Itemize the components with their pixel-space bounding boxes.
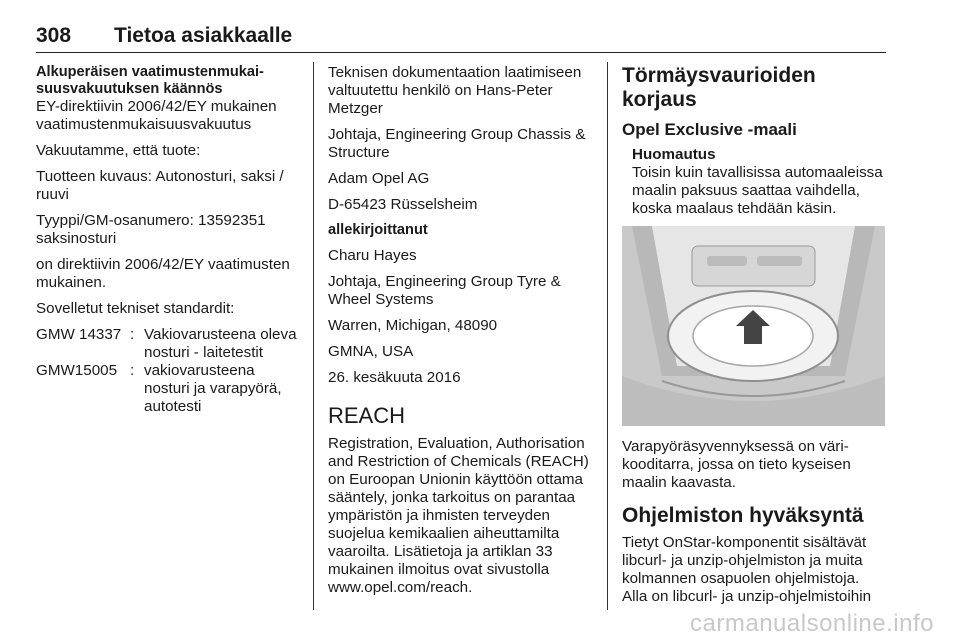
paragraph: Adam Opel AG: [328, 170, 430, 187]
paragraph: Varapyöräsyvennyksessä on värikooditarra, jossa on tieto kyseisen maalin kaavasta.: [622, 438, 851, 491]
paragraph: Warren, Michigan, 48090: [328, 317, 498, 334]
page-header: [36, 22, 886, 53]
paragraph: 26. kesäkuuta 2016: [328, 369, 461, 386]
standard-description: vakiovarusteena nosturi ja varapyörä, autotesti: [144, 362, 282, 415]
trunk-illustration-svg: [622, 226, 885, 426]
section-heading: Törmäysvaurioiden korjaus: [622, 64, 816, 111]
paragraph: Tyyppi/GM-osanumero: 13592351 saksinosturi: [36, 212, 266, 247]
reach-text: Registration, Evaluation, Authorisation and Restriction of Chemicals (REACH) on Euroopan Unionin käyttöön ottama sääntely, jonka tarkoitus on parantaa ympäristön ja ihmisten terveyden suojelua kemikaalien aiheuttamilta vaaroilta. Lisätietoja ja artiklan 33 mukainen ilmoitus ovat sivustolla www.opel.com/reach.: [328, 435, 589, 596]
paragraph: Teknisen dokumentaation laatimiseen valtuutettu henkilö on Hans-Peter Metzger: [328, 64, 582, 117]
table-row: [36, 326, 304, 362]
column-left: [36, 64, 304, 416]
column-right: [622, 64, 887, 614]
paragraph: EY-direktiivin 2006/42/EY mukainen vaatimustenmukaisuusvakuutus: [36, 98, 277, 133]
trunk-spare-wheel-illustration: [622, 226, 885, 426]
standard-description: Vakiovarusteena oleva nosturi - laitetestit: [144, 326, 297, 361]
declaration-heading: Alkuperäisen vaatimustenmukaisuusvakuutuksen käännös: [36, 64, 264, 97]
note-text: Toisin kuin tavallisissa automaaleissa maalin paksuus saattaa vaihdella, koska maalaus tehdään käsin.: [632, 164, 883, 217]
reach-heading: REACH: [328, 403, 406, 428]
paragraph: Vakuutamme, että tuote:: [36, 142, 201, 159]
separator: :: [130, 362, 135, 379]
page-number: 308: [36, 24, 72, 47]
paragraph: Johtaja, Engineering Group Chassis & Structure: [328, 126, 586, 161]
paragraph: D-65423 Rüsselsheim: [328, 196, 478, 213]
paragraph: Tietyt OnStar-komponentit sisältävät libcurl- ja unzip-ohjelmiston ja muita kolmannen osapuolen ohjelmistoja. Alla on libcurl- ja unzip-ohjelmistoihin: [622, 534, 872, 605]
paragraph: Johtaja, Engineering Group Tyre & Wheel Systems: [328, 273, 561, 308]
paragraph: GMNA, USA: [328, 343, 414, 360]
section-heading: Ohjelmiston hyväksyntä: [622, 504, 864, 527]
column-middle: [328, 64, 590, 605]
signed-label: allekirjoittanut: [328, 222, 428, 238]
note-box: [632, 146, 887, 218]
table-row: [36, 362, 304, 416]
standard-code: GMW15005: [36, 362, 118, 379]
note-title: Huomautus: [632, 146, 716, 163]
standard-code: GMW 14337: [36, 326, 122, 343]
paragraph: Charu Hayes: [328, 247, 417, 264]
standards-table: [36, 326, 304, 416]
watermark: carmanualsonline.info: [690, 610, 934, 637]
paragraph: on direktiivin 2006/42/EY vaatimusten mukainen.: [36, 256, 290, 291]
column-divider: [313, 62, 314, 610]
page-title: Tietoa asiakkaalle: [114, 24, 293, 47]
paragraph: Sovelletut tekniset standardit:: [36, 300, 235, 317]
subsection-heading: Opel Exclusive -maali: [622, 120, 797, 139]
separator: :: [130, 326, 135, 343]
paragraph: Tuotteen kuvaus: Autonosturi, saksi / ruuvi: [36, 168, 284, 203]
column-divider: [607, 62, 608, 610]
